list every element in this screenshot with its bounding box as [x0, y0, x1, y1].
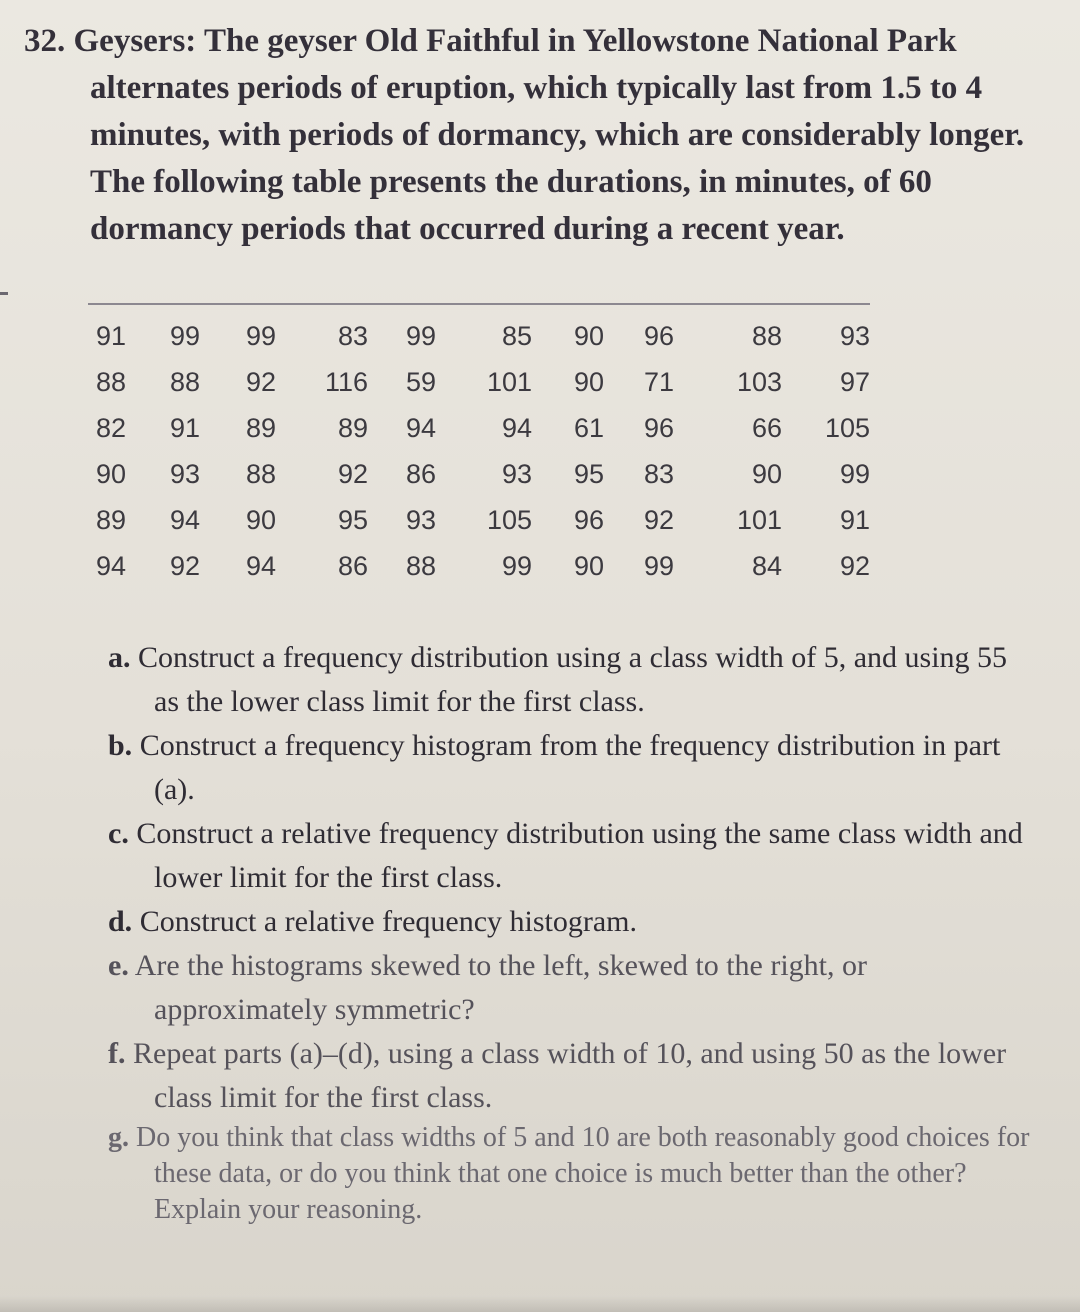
table-cell: 93: [501, 458, 532, 489]
table-cell: 88: [751, 320, 782, 351]
table-cell: 83: [337, 320, 368, 351]
table-cell: 116: [324, 366, 368, 397]
table-row: [88, 313, 870, 359]
question-text: Are the histograms skewed to the left, skewed to the right, or approximately symmetric?: [134, 949, 868, 1026]
question-letter: c.: [108, 817, 129, 850]
question-text: Construct a frequency histogram from the frequency distribution in part (a).: [139, 729, 1001, 806]
question-text: Repeat parts (a)–(d), using a class width of 10, and using 50 as the lower class limit for the first class.: [133, 1037, 1007, 1114]
question-b: [108, 724, 1038, 812]
question-letter: a.: [108, 641, 131, 674]
table-cell: 92: [169, 550, 200, 581]
table-row: [88, 359, 870, 405]
table-cell: 99: [839, 458, 870, 489]
table-cell: 90: [245, 504, 276, 535]
question-g: [108, 1120, 1038, 1228]
question-text: Do you think that class widths of 5 and 10 are both reasonably good choices for these data, or do you think that one choice is much better than the other? Explain your reasoning.: [136, 1122, 1030, 1225]
table-cell: 91: [95, 320, 126, 351]
table-cell: 88: [169, 366, 200, 397]
question-c: [108, 812, 1038, 900]
margin-mark: [0, 292, 8, 295]
table-cell: 83: [643, 458, 674, 489]
table-cell: 103: [736, 366, 782, 397]
table-cell: 66: [751, 412, 782, 443]
table-cell: 59: [405, 366, 436, 397]
table-cell: 96: [643, 320, 674, 351]
table-cell: 88: [245, 458, 276, 489]
table-cell: 99: [405, 320, 436, 351]
table-cell: 61: [573, 412, 604, 443]
question-text: Construct a frequency distribution using a class width of 5, and using 55 as the lower class limit for the first class.: [138, 641, 1008, 718]
data-table-container: [88, 303, 870, 589]
table-cell: 91: [839, 504, 870, 535]
table-cell: 94: [501, 412, 532, 443]
table-cell: 86: [337, 550, 368, 581]
question-letter: b.: [108, 729, 133, 762]
table-cell: 92: [643, 504, 674, 535]
table-cell: 90: [573, 320, 604, 351]
table-cell: 101: [736, 504, 782, 535]
table-cell: 92: [337, 458, 368, 489]
table-cell: 95: [573, 458, 604, 489]
table-cell: 105: [486, 504, 532, 535]
table-cell: 99: [643, 550, 674, 581]
table-cell: 90: [95, 458, 126, 489]
question-text: Construct a relative frequency histogram.: [139, 905, 638, 938]
table-body: [88, 313, 870, 589]
question-e: [108, 944, 1038, 1032]
table-row: [88, 497, 870, 543]
table-cell: 95: [337, 504, 368, 535]
table-cell: 99: [501, 550, 532, 581]
table-cell: 84: [751, 550, 782, 581]
table-cell: 99: [245, 320, 276, 351]
table-cell: 82: [95, 412, 126, 443]
table-cell: 86: [405, 458, 436, 489]
dormancy-data-table: [88, 313, 870, 589]
problem-text: The geyser Old Faithful in Yellowstone National Park alternates periods of eruption, which typically last from 1.5 to 4 minutes, with periods of dormancy, which are considerably longer. The following table presents the durations, in minutes, of 60 dormancy periods that occurred during a recent year.: [90, 23, 1025, 247]
table-cell: 94: [245, 550, 276, 581]
table-cell: 91: [169, 412, 200, 443]
question-text: Construct a relative frequency distribution using the same class width and lower limit for the first class.: [136, 817, 1023, 894]
question-letter: e.: [108, 949, 129, 982]
table-cell: 92: [245, 366, 276, 397]
table-cell: 96: [573, 504, 604, 535]
question-a: [108, 636, 1038, 724]
table-cell: 88: [405, 550, 436, 581]
table-row: [88, 405, 870, 451]
table-cell: 90: [751, 458, 782, 489]
table-cell: 93: [839, 320, 870, 351]
page-bottom-shadow: [0, 1296, 1080, 1312]
problem-statement: [24, 18, 1054, 253]
table-cell: 101: [486, 366, 532, 397]
table-cell: 94: [405, 412, 436, 443]
table-cell: 94: [95, 550, 126, 581]
table-cell: 90: [573, 366, 604, 397]
table-row: [88, 451, 870, 497]
table-cell: 94: [169, 504, 200, 535]
table-cell: 97: [839, 366, 870, 397]
question-letter: g.: [108, 1122, 129, 1153]
table-cell: 96: [643, 412, 674, 443]
question-letter: d.: [108, 905, 133, 938]
table-cell: 89: [245, 412, 276, 443]
table-row: [88, 543, 870, 589]
table-cell: 89: [337, 412, 368, 443]
table-cell: 105: [824, 412, 870, 443]
question-f: [108, 1032, 1038, 1120]
question-d: [108, 900, 1038, 944]
question-letter: f.: [108, 1037, 126, 1070]
table-cell: 85: [501, 320, 532, 351]
question-list: [108, 636, 1038, 1228]
table-cell: 93: [169, 458, 200, 489]
table-cell: 92: [839, 550, 870, 581]
table-cell: 93: [405, 504, 436, 535]
problem-title: Geysers:: [73, 23, 197, 59]
problem-number: 32.: [24, 23, 66, 59]
table-cell: 71: [643, 366, 674, 397]
table-cell: 89: [95, 504, 126, 535]
table-cell: 90: [573, 550, 604, 581]
table-cell: 88: [95, 366, 126, 397]
table-cell: 99: [169, 320, 200, 351]
